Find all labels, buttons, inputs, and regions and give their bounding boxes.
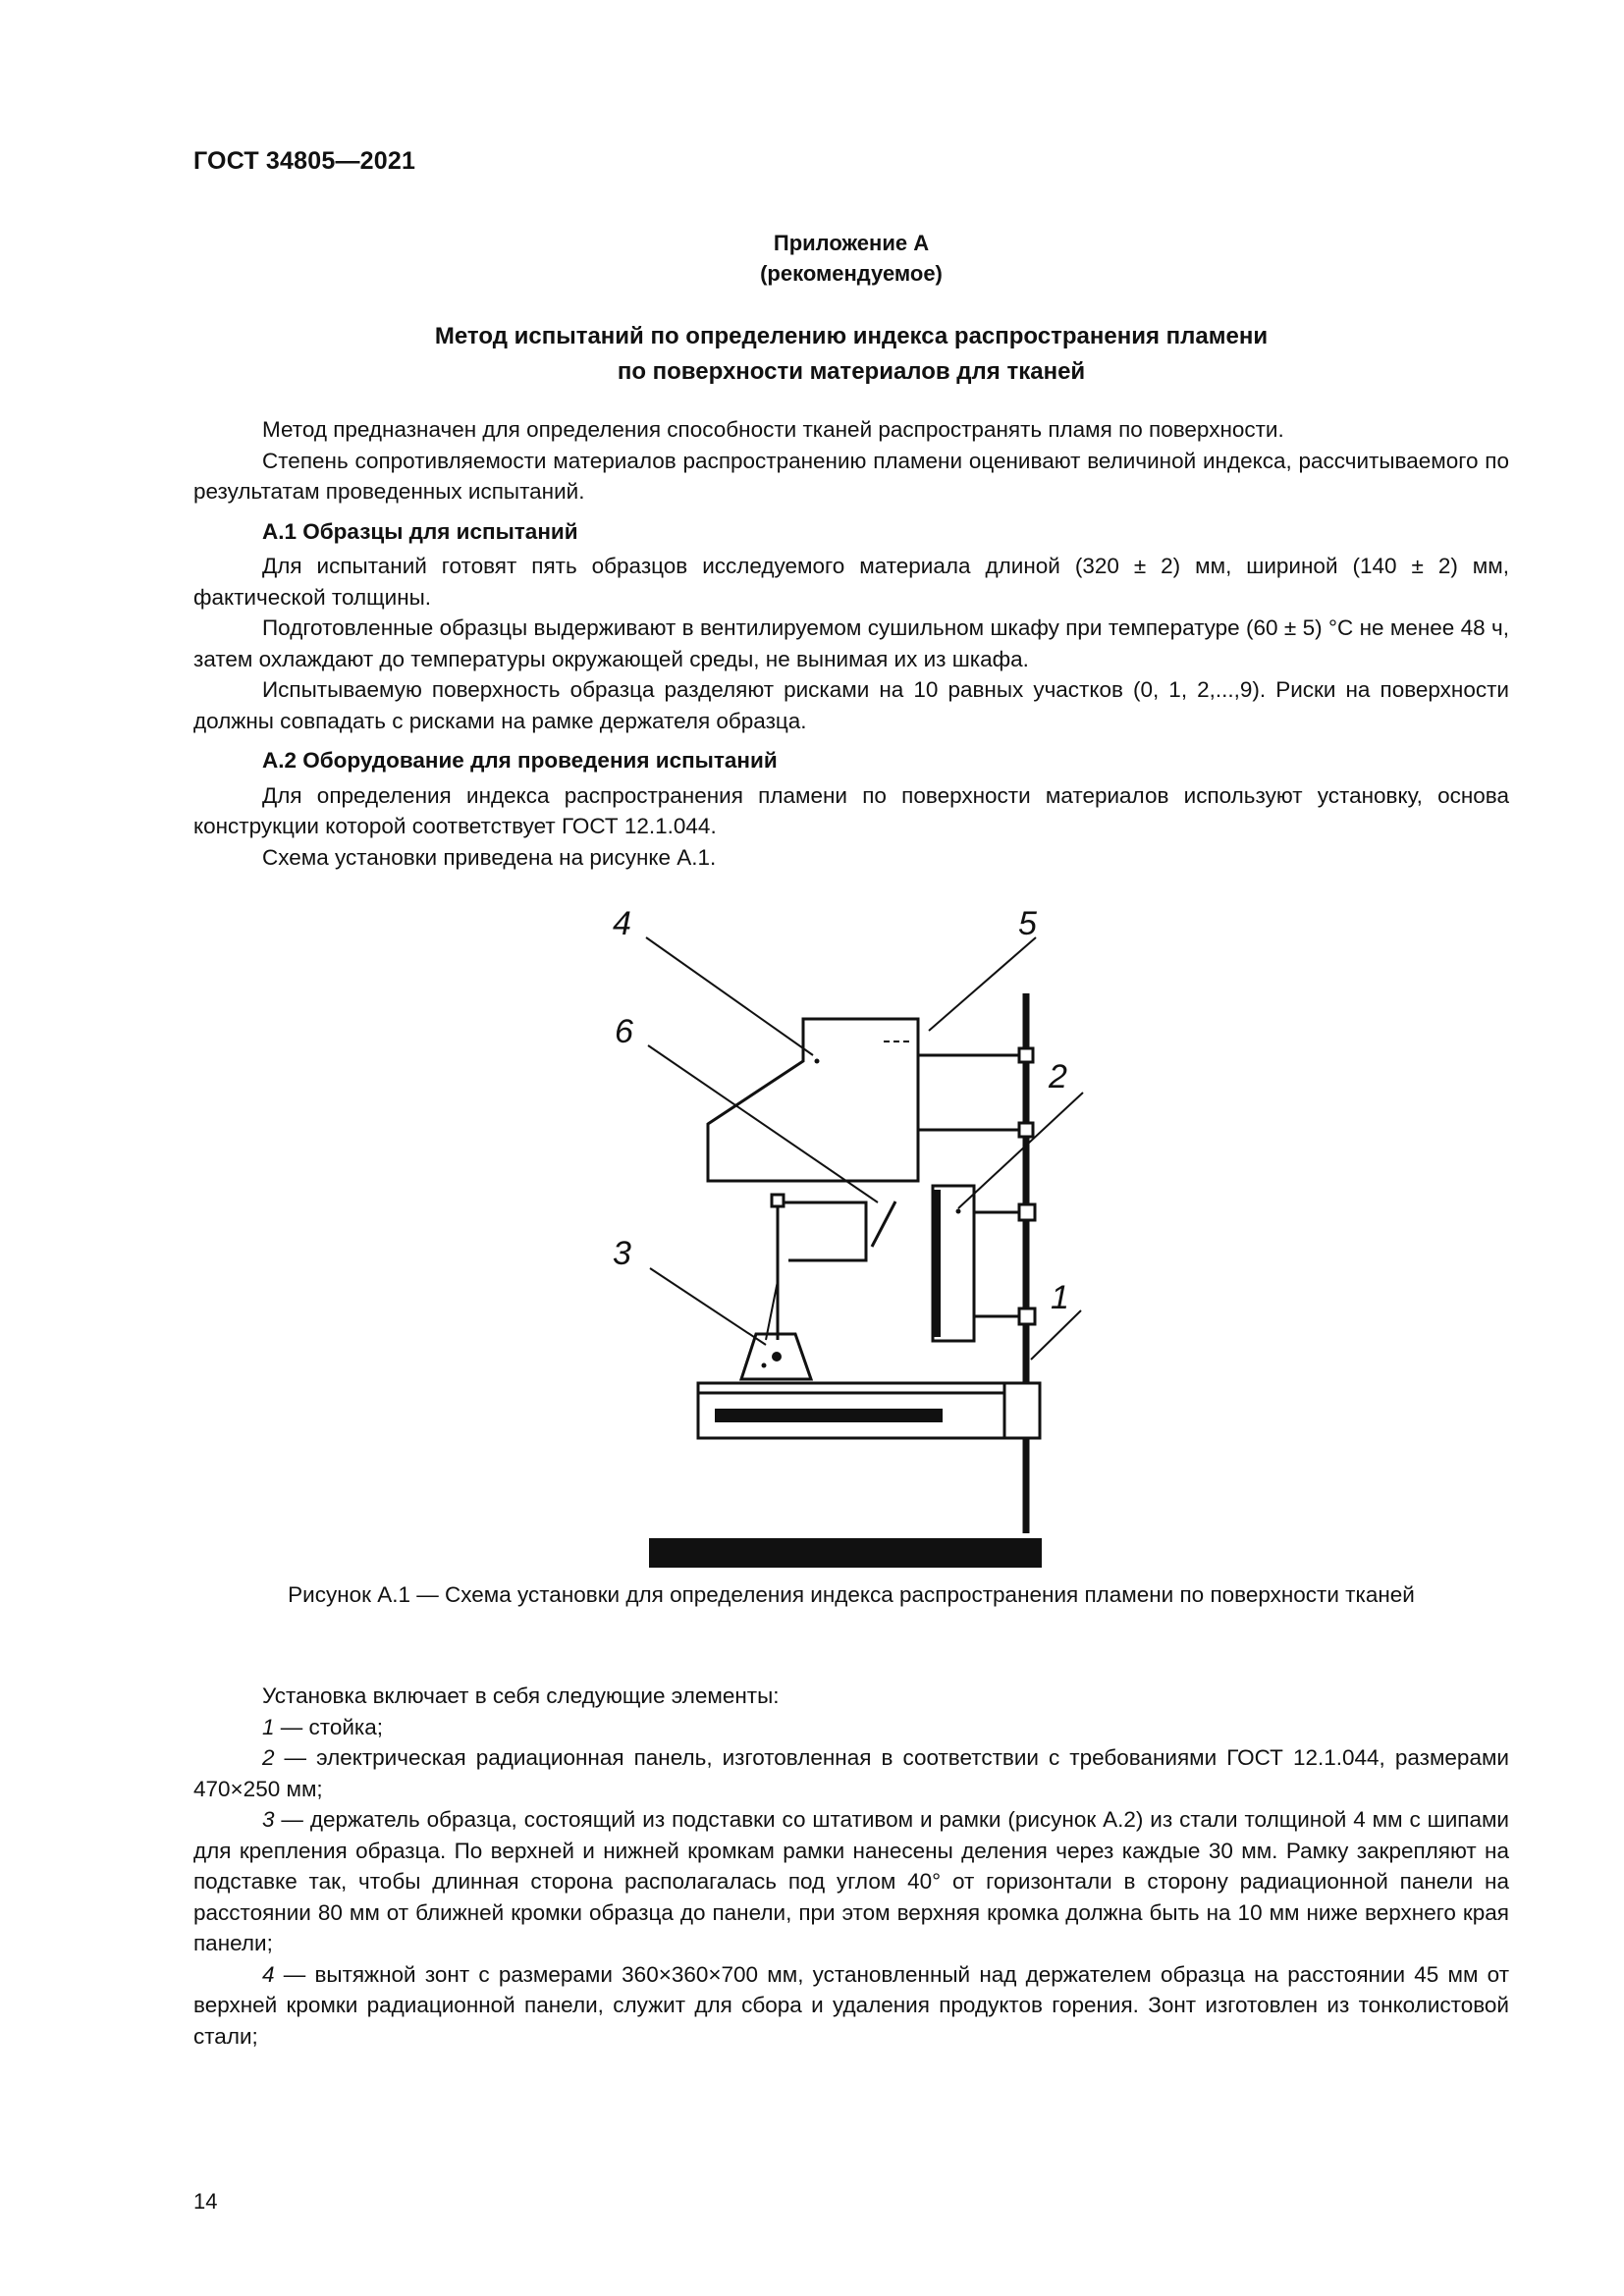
list-item [193, 1804, 1509, 1959]
list-item [193, 1712, 1509, 1743]
section-a2-heading: А.2 Оборудование для проведения испытаний [262, 748, 778, 773]
clamp-4 [1019, 1308, 1035, 1324]
page-title [193, 319, 1509, 390]
elements-intro: Установка включает в себя следующие элементы: [262, 1683, 780, 1708]
section-a2-paragraph-2: Схема установки приведена на рисунке А.1. [262, 844, 717, 870]
callout-2: 2 [1049, 1058, 1067, 1095]
intro-paragraph-1: Метод предназначен для определения способности тканей распространять пламя по поверхности. [262, 417, 1284, 442]
callout-5: 5 [1018, 905, 1037, 942]
title-line-1: Метод испытаний по определению индекса распространения пламени [434, 323, 1269, 349]
section-a2-paragraph-1: Для определения индекса распространения пламени по поверхности материалов используют установку, основа конструкции которой соответствует ГОСТ 12.1.044. [193, 782, 1509, 838]
appendix-status: (рекомендуемое) [760, 261, 943, 286]
appendix-label: Приложение А [773, 231, 930, 255]
exhaust-hood [708, 1019, 918, 1181]
callout-3: 3 [613, 1235, 631, 1272]
table-clamp [1004, 1383, 1040, 1438]
appendix-heading [193, 228, 1509, 289]
intro-paragraph-2: Степень сопротивляемости материалов распространению пламени оценивают величиной индекса, рассчитываемого по результатам проведенных испытаний. [193, 448, 1509, 504]
main-text [193, 414, 1509, 873]
list-item-number: 4 [262, 1961, 275, 1987]
section-a1-paragraph-2: Подготовленные образцы выдерживают в вентилируемом сушильном шкафу при температуре (60 ± 5) °С не менее 48 ч, затем охлаждают до температуры окружающей среды, не вынимая их из шкафа. [193, 615, 1509, 671]
list-item-text: — стойка; [274, 1714, 384, 1739]
list-item [193, 1742, 1509, 1804]
document-header: ГОСТ 34805—2021 [193, 147, 416, 175]
list-item-number: 1 [262, 1714, 275, 1739]
apparatus-diagram [613, 898, 1070, 1575]
base-plate [649, 1538, 1042, 1568]
list-item [193, 1959, 1509, 2053]
clamp-1 [1019, 1048, 1033, 1062]
panel-element [933, 1190, 941, 1337]
figure-caption: Рисунок А.1 — Схема установки для определения индекса распространения пламени по поверхности тканей [288, 1582, 1415, 1607]
title-line-2: по поверхности материалов для тканей [617, 358, 1086, 385]
section-a1-heading: А.1 Образцы для испытаний [262, 518, 578, 544]
page-number: 14 [193, 2189, 218, 2214]
callout-6: 6 [615, 1013, 633, 1050]
section-a1-paragraph-3: Испытываемую поверхность образца разделяют рисками на 10 равных участков (0, 1, 2,...,9). Риски на поверхности должны совпадать с рисками на рамке держателя образца. [193, 677, 1509, 733]
section-a1-paragraph-1: Для испытаний готовят пять образцов исследуемого материала длиной (320 ± 2) мм, шириной (140 ± 2) мм, фактической толщины. [193, 554, 1509, 610]
list-item-number: 2 [262, 1745, 275, 1770]
callout-4: 4 [613, 905, 631, 942]
list-item-number: 3 [262, 1807, 275, 1832]
sample-frame [784, 1202, 866, 1260]
callout-1: 1 [1051, 1279, 1069, 1316]
table-slot [715, 1409, 943, 1422]
list-item-text: — электрическая радиационная панель, изготовленная в соответствии с требованиями ГОСТ 12.1.044, размерами 470×250 мм; [193, 1745, 1509, 1801]
clamp-2 [1019, 1123, 1033, 1137]
elements-list [193, 1681, 1509, 2052]
clamp-3 [1019, 1204, 1035, 1220]
list-item-text: — вытяжной зонт с размерами 360×360×700 мм, установленный над держателем образца на расстоянии 45 мм от верхней кромки радиационной панели, служит для сбора и удаления продуктов горения. Зонт изготовлен из тонколистовой стали; [193, 1961, 1509, 2049]
list-item-text: — держатель образца, состоящий из подставки со штативом и рамки (рисунок А.2) из стали толщиной 4 мм с шипами для крепления образца. По верхней и нижней кромкам рамки нанесены деления через каждые 30 мм. Рамку закрепляют на подставке так, чтобы длинная сторона располагалась под углом 40° от горизонтали в сторону радиационной панели на расстоянии 80 мм от ближней кромки образца до панели, при этом верхняя кромка должна быть на 10 мм ниже верхнего края панели; [193, 1807, 1509, 1955]
